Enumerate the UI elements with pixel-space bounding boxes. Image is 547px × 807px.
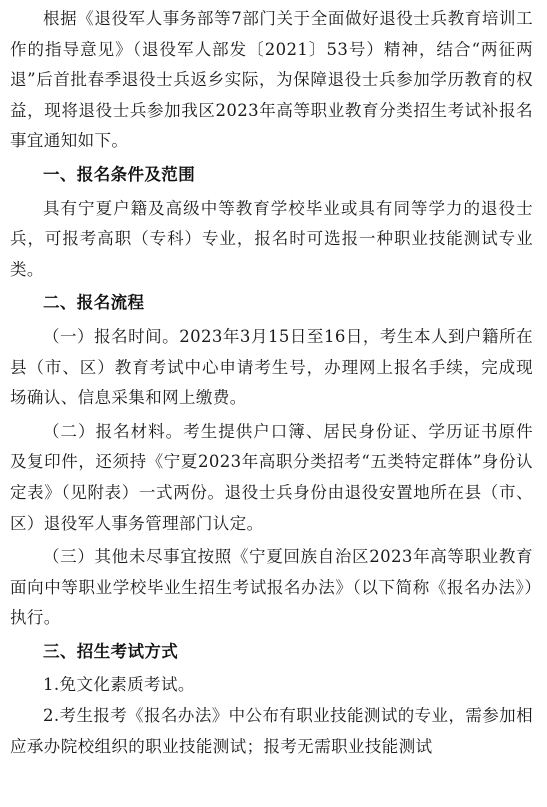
eligibility-paragraph: 具有宁夏户籍及高级中等教育学校毕业或具有同等学力的退役士兵，可报考高职（专科）专业，报名时可选报一种职业技能测试专业类。 [10,198,533,279]
process-time-paragraph: （一）报名时间。2023年3月15日至16日，考生本人到户籍所在县（市、区）教育考试中心申请考生号，办理网上报名手续，完成现场确认、信息采集和网上缴费。 [10,326,533,408]
process-other-paragraph: （三）其他未尽事宜按照《宁夏回族自治区2023年高等职业教育面向中等职业学校毕业生招生考试报名办法》（以下简称《报名办法》）执行。 [10,547,533,628]
process-materials-paragraph: （二）报名材料。考生提供户口簿、居民身份证、学历证书原件及复印件，还须持《宁夏2023年高职分类招考“五类特定群体”身份认定表》（见附表）一式两份。退役士兵身份由退役安置地所在县（市、区）退役军人事务管理部门认定。 [10,421,533,533]
notice-document [10,4,533,762]
intro-paragraph: 根据《退役军人事务部等7部门关于全面做好退役士兵教育培训工作的指导意见》（退役军人部发〔2021〕53号）精神，结合“两征两退”后首批春季退役士兵返乡实际，为保障退役士兵参加学历教育的权益，现将退役士兵参加我区2023年高等职业教育分类招生考试补报名事宜通知如下。 [10,9,533,151]
exam-method-item-1: 1.免文化素质考试。 [43,675,195,695]
section-heading-exam-method: 三、招生考试方式 [43,641,179,661]
exam-method-item-2: 2.考生报考《报名办法》中公布有职业技能测试的专业，需参加相应承办院校组织的职业技能测试；报考无需职业技能测试 [10,706,533,756]
section-heading-eligibility: 一、报名条件及范围 [43,164,196,184]
section-heading-process: 二、报名流程 [43,293,145,313]
